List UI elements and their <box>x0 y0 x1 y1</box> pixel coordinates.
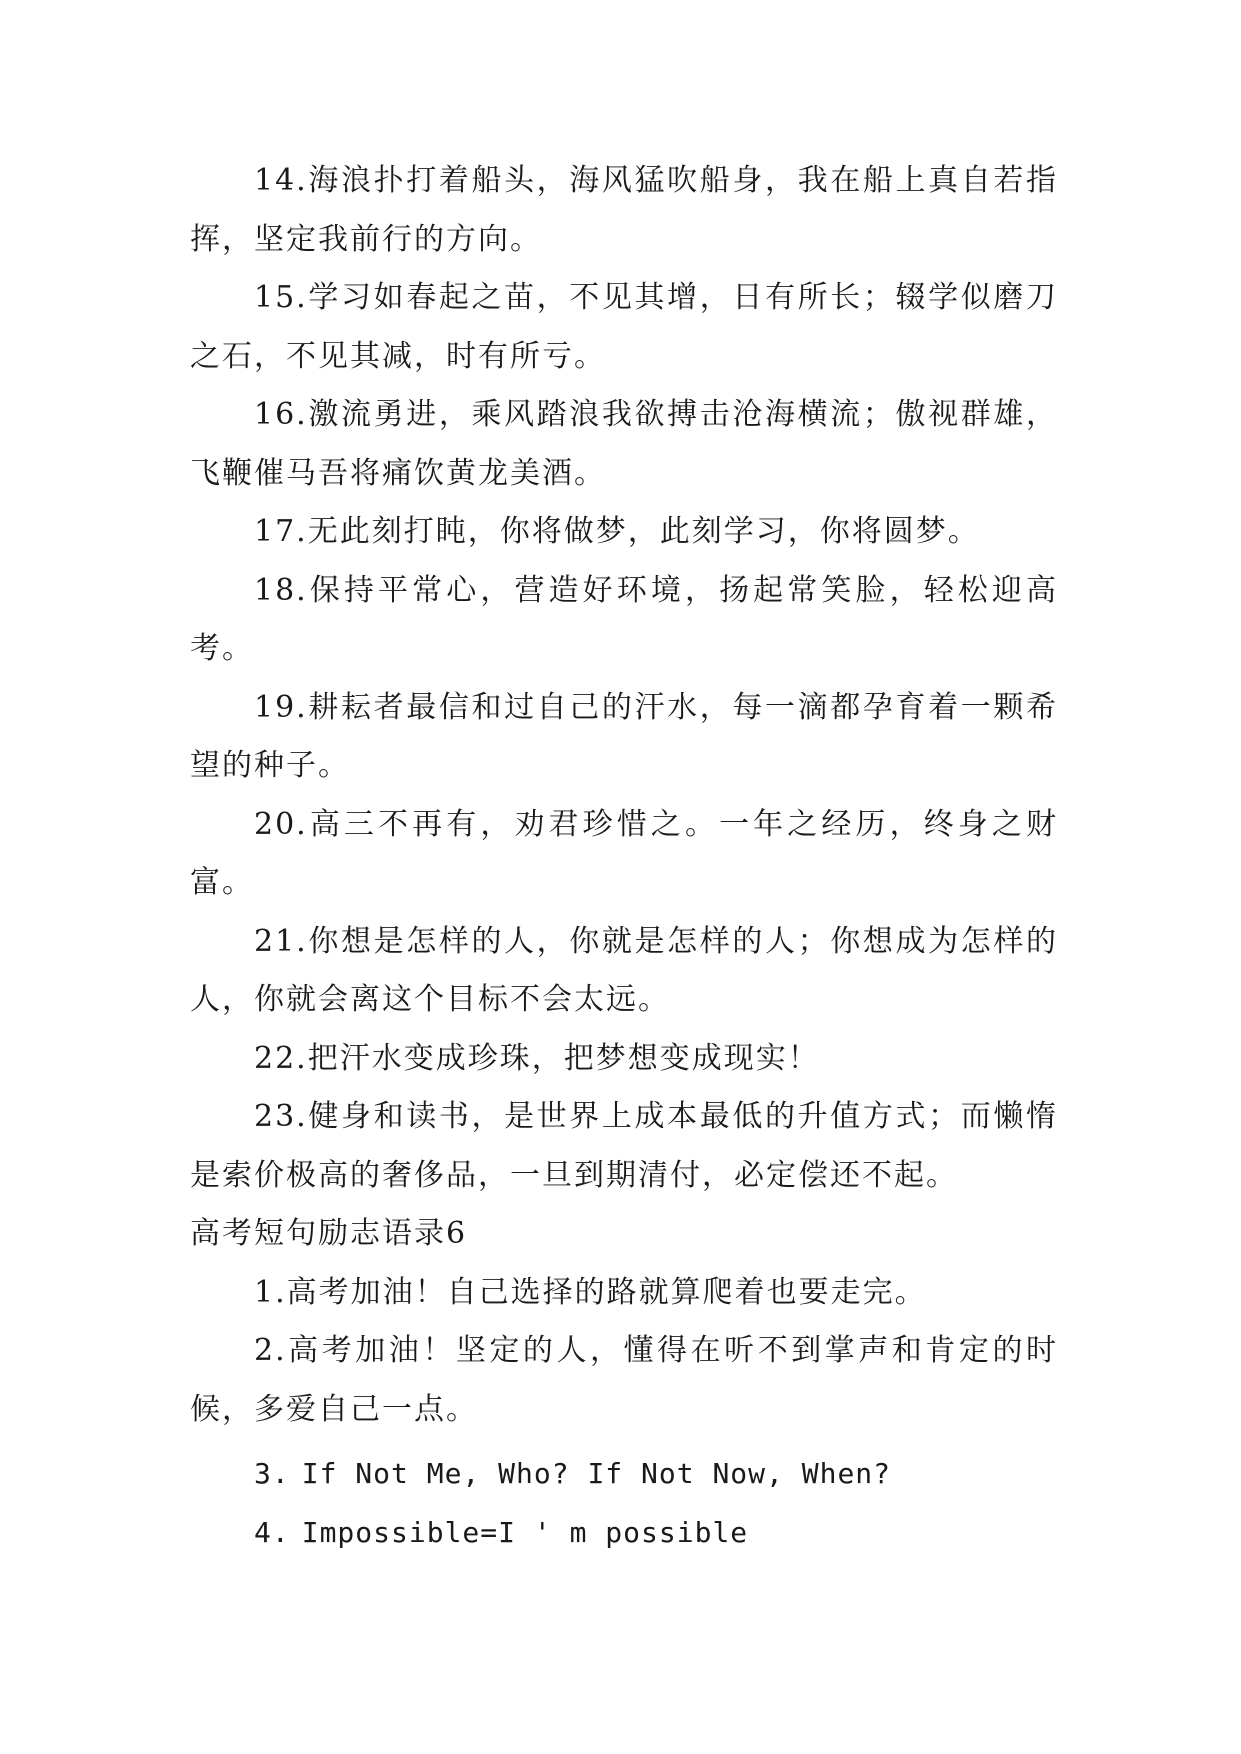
quote-text: 学习如春起之苗，不见其增，日有所长；辍学似磨刀之石，不见其减，时有所亏。 <box>190 280 1058 374</box>
quote-3 <box>190 1445 1058 1504</box>
quote-15 <box>190 269 1058 386</box>
quote-text: 无此刻打盹，你将做梦，此刻学习，你将圆梦。 <box>307 514 980 549</box>
quote-number: 20. <box>254 806 308 842</box>
quote-text: 保持平常心，营造好环境，扬起常笑脸，轻松迎高考。 <box>190 572 1058 666</box>
quote-number: 21. <box>254 923 308 959</box>
quote-number: 19. <box>254 689 308 725</box>
quote-20 <box>190 796 1058 913</box>
quote-text: 高三不再有，劝君珍惜之。一年之经历，终身之财富。 <box>190 806 1058 900</box>
quote-number: 17. <box>254 514 308 549</box>
quote-number: 3. <box>254 1457 290 1490</box>
quote-number: 15. <box>254 280 308 315</box>
quote-text: 激流勇进，乘风踏浪我欲搏击沧海横流；傲视群雄，飞鞭催马吾将痛饮黄龙美酒。 <box>190 397 1058 491</box>
quote-text: 健身和读书，是世界上成本最低的升值方式；而懒惰是索价极高的奢侈品，一旦到期清付，必定偿还不起。 <box>190 1099 1058 1193</box>
quote-22 <box>190 1030 1058 1089</box>
quote-text: 高考加油！自己选择的路就算爬着也要走完。 <box>286 1274 927 1310</box>
quote-number: 4. <box>254 1515 290 1549</box>
document-body <box>190 152 1058 1562</box>
quote-text: 海浪扑打着船头，海风猛吹船身，我在船上真自若指挥，坚定我前行的方向。 <box>190 163 1058 257</box>
quote-4 <box>190 1504 1058 1563</box>
section-heading: 高考短句励志语录6 <box>190 1216 468 1251</box>
quote-17 <box>190 503 1058 562</box>
quote-number: 16. <box>254 397 308 432</box>
quote-number: 23. <box>254 1099 308 1134</box>
quote-text: 耕耘者最信和过自己的汗水，每一滴都孕育着一颗希望的种子。 <box>190 689 1058 783</box>
quote-2 <box>190 1322 1058 1439</box>
quote-19 <box>190 679 1058 796</box>
quote-21 <box>190 913 1058 1030</box>
quote-number: 2. <box>254 1333 287 1368</box>
quote-text: Impossible=I ' m possible <box>301 1515 749 1549</box>
quote-14 <box>190 152 1058 269</box>
quote-text: If Not Me, Who? If Not Now, When? <box>301 1457 892 1490</box>
quote-16 <box>190 386 1058 503</box>
quote-text: 你想是怎样的人，你就是怎样的人；你想成为怎样的人，你就会离这个目标不会太远。 <box>190 923 1058 1017</box>
quote-18 <box>190 562 1058 679</box>
quote-1 <box>190 1264 1058 1323</box>
quote-text: 把汗水变成珍珠，把梦想变成现实！ <box>307 1040 820 1076</box>
quote-text: 高考加油！坚定的人，懂得在听不到掌声和肯定的时候，多爱自己一点。 <box>190 1333 1058 1427</box>
quote-number: 1. <box>254 1274 287 1310</box>
quote-23 <box>190 1088 1058 1205</box>
quote-number: 18. <box>254 572 308 608</box>
quote-number: 14. <box>254 163 308 198</box>
quote-number: 22. <box>254 1040 308 1076</box>
